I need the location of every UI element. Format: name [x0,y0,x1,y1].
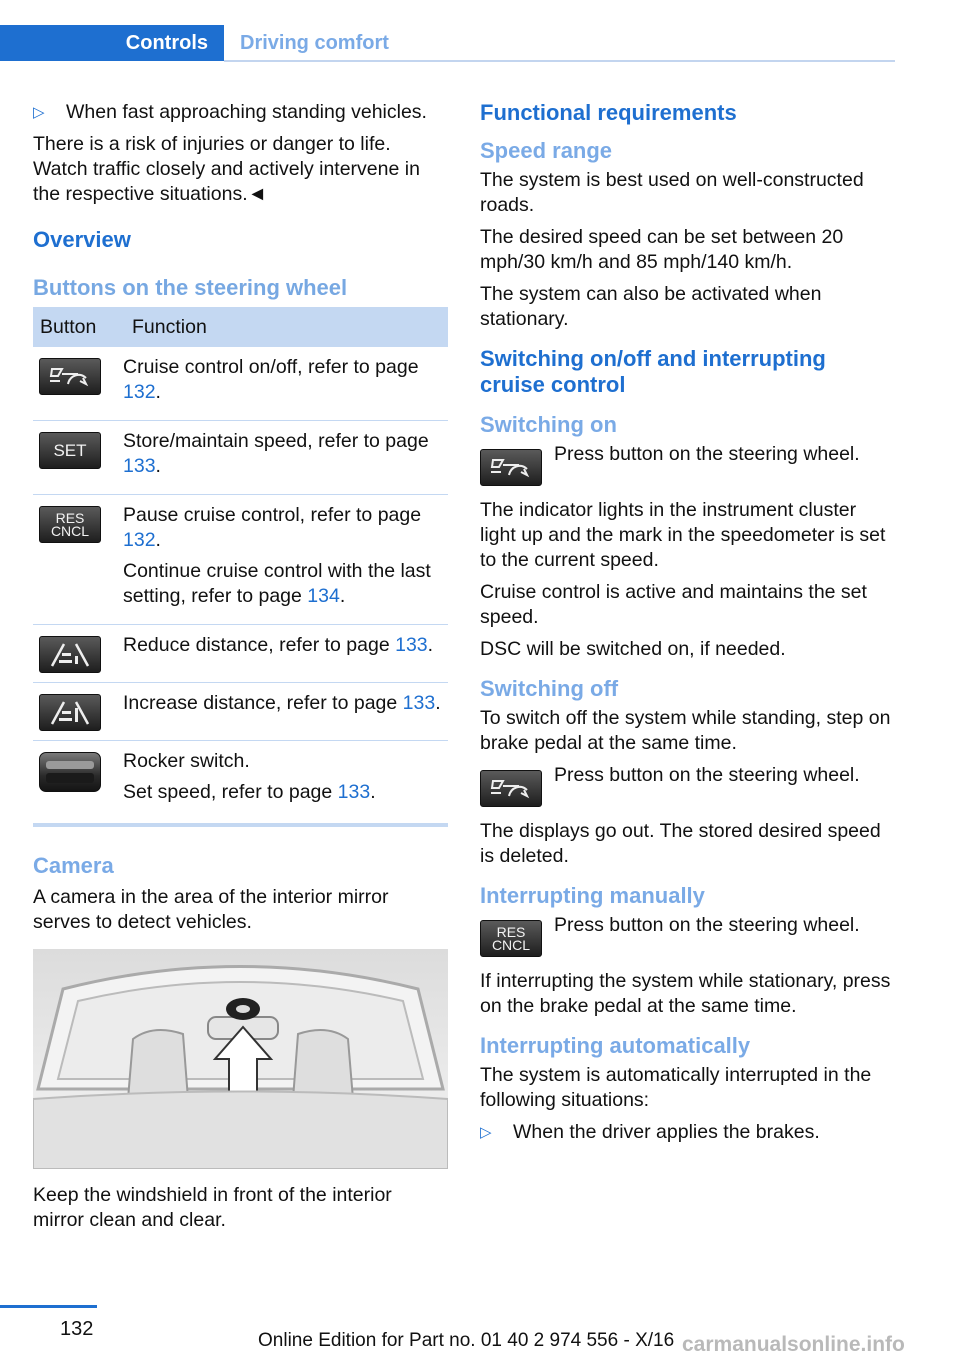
buttons-table [33,307,448,827]
page-link[interactable]: 133 [402,692,436,714]
set-button-icon: SET [39,432,101,469]
footer-rule [0,1305,97,1308]
press-button-text: Press button on the steering wheel. [554,764,860,786]
col-header-button: Button [33,307,117,347]
function-text: Cruise control on/off, refer to page [123,356,419,378]
function-text: Pause cruise control, refer to page [123,504,422,526]
page-link[interactable]: 133 [395,634,428,656]
function-text: Store/maintain speed, refer to page [123,430,429,452]
speed-range-heading: Speed range [480,138,613,163]
press-button-text: Press button on the steering wheel. [554,443,860,465]
camera-text: A camera in the area of the interior mirror serves to detect vehicles. [33,886,389,933]
reduce-distance-icon [39,636,101,673]
camera-photo [33,949,448,1169]
tab-controls[interactable]: Controls [0,25,224,61]
cruise-control-icon [480,449,542,486]
switching-on-heading: Switching on [480,412,617,437]
tab-driving-comfort[interactable]: Driving comfort [240,32,389,54]
buttons-heading: Buttons on the steering wheel [33,275,348,300]
page-link[interactable]: 134 [307,585,340,607]
function-text: Continue cruise control with the last setting, refer to page [123,560,431,607]
header-tabs [0,25,895,62]
switching-heading: Switching on/off and interrupting cruise control [480,346,826,397]
page-link[interactable]: 132 [123,381,156,403]
bullet-item [480,1120,895,1145]
triangle-bullet-icon: ▷ [480,1124,492,1141]
res-cncl-button-icon: RES CNCL [39,506,101,543]
function-text: Set speed, refer to page [123,781,338,803]
table-row: Increase distance, refer to page 133. [33,683,448,741]
page-link[interactable]: 133 [123,455,156,477]
edition-text: Online Edition for Part no. 01 40 2 974 556 - X/16 [258,1330,675,1351]
table-row: RES CNCL Pause cruise control, refer to page 132. Continue cruise control with the last setting, refer to page 134. [33,495,448,625]
interrupting-manually-heading: Interrupting manually [480,883,705,908]
switching-off-heading: Switching off [480,676,619,701]
function-text: Rocker switch. [123,750,250,772]
camera-caption: Keep the windshield in front of the interior mirror clean and clear. [33,1184,392,1231]
right-column [480,100,895,1152]
press-button-row [480,913,895,957]
table-row: Rocker switch. Set speed, refer to page 133. [33,741,448,826]
warning-text: There is a risk of injuries or danger to life. Watch traffic closely and actively intervene in the respective situations.◄ [33,133,420,205]
paragraph: To switch off the system while standing, step on brake pedal at the same time. [480,707,891,754]
col-header-function: Function [117,307,448,347]
press-button-text: Press button on the steering wheel. [554,914,860,936]
paragraph: The system is best used on well-constructed roads. [480,169,864,216]
paragraph: The system can also be activated when stationary. [480,283,822,330]
rocker-switch-icon [39,752,101,792]
table-row: Cruise control on/off, refer to page 132. [33,347,448,421]
camera-heading: Camera [33,853,114,878]
watermark: carmanualsonline.info [682,1333,905,1356]
function-text: Increase distance, refer to page [123,692,403,714]
res-cncl-button-icon: RES CNCL [480,920,542,957]
cruise-control-icon [480,770,542,807]
bullet-text: When fast approaching standing vehicles. [66,101,427,123]
interrupting-automatically-heading: Interrupting automatically [480,1033,751,1058]
page-link[interactable]: 132 [123,529,156,551]
functional-requirements-heading: Functional requirements [480,100,737,125]
paragraph: Cruise control is active and maintains the set speed. [480,581,867,628]
page-link[interactable]: 133 [337,781,371,803]
left-column [33,100,448,1240]
paragraph: The system is automatically interrupted in the following situations: [480,1064,872,1111]
paragraph: DSC will be switched on, if needed. [480,638,786,660]
overview-heading: Overview [33,227,131,252]
header-rule [224,60,895,62]
page-number: 132 [60,1318,94,1340]
paragraph: The displays go out. The stored desired speed is deleted. [480,820,881,867]
function-text: Reduce distance, refer to page [123,634,396,656]
paragraph: If interrupting the system while stationary, press on the brake pedal at the same time. [480,970,891,1017]
press-button-row [480,442,895,486]
press-button-row [480,763,895,807]
increase-distance-icon [39,694,101,731]
cruise-control-icon [39,358,101,395]
bullet-text: When the driver applies the brakes. [513,1121,820,1143]
table-row: Reduce distance, refer to page 133. [33,625,448,683]
bullet-item [33,100,448,125]
table-row: SET Store/maintain speed, refer to page 133. [33,421,448,495]
triangle-bullet-icon: ▷ [33,104,45,121]
paragraph: The indicator lights in the instrument cluster light up and the mark in the speedometer is set to the current speed. [480,499,886,571]
paragraph: The desired speed can be set between 20 mph/30 km/h and 85 mph/140 km/h. [480,226,844,273]
